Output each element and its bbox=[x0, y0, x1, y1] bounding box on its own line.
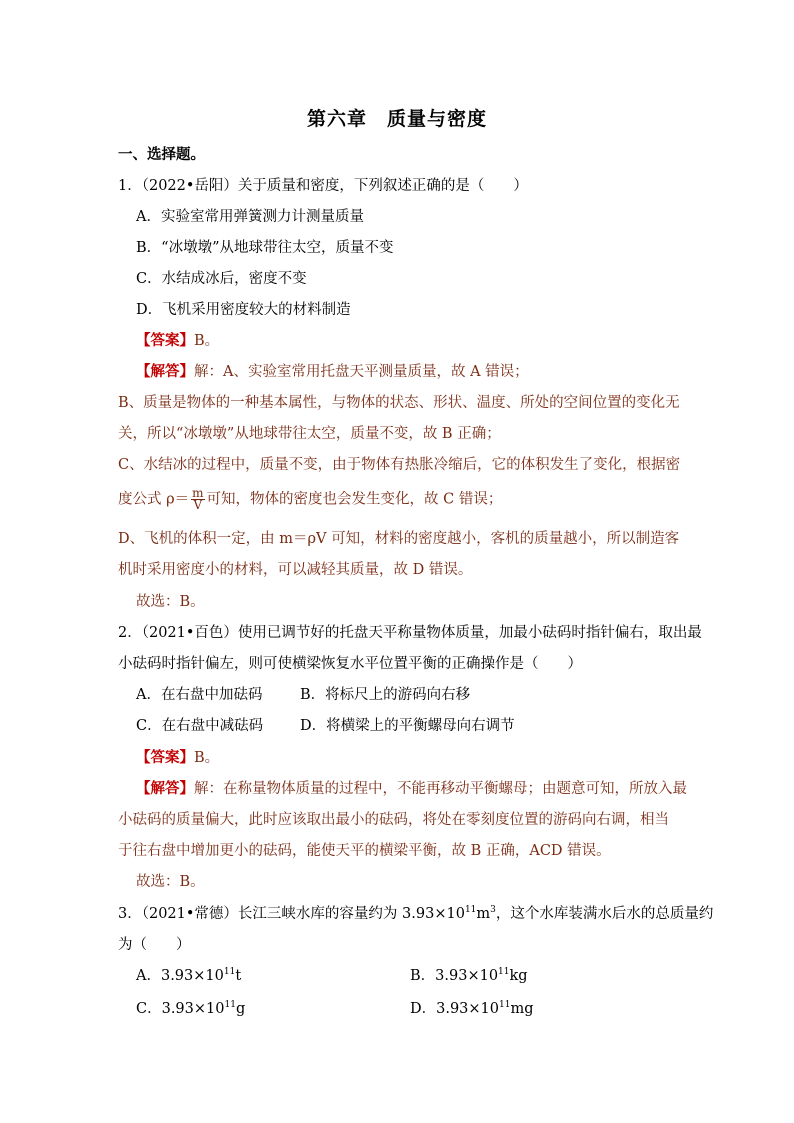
analysis-text: 解：A、实验室常用托盘天平测量质量，故 A 错误； bbox=[194, 364, 529, 380]
exponent: 3 bbox=[490, 905, 496, 916]
formula-prefix: 度公式 ρ＝ bbox=[118, 491, 190, 508]
unit: m bbox=[476, 906, 491, 922]
q1-analysis-line-4: C、水结冰的过程中，质量不变，由于物体有热胀冷缩后，它的体积发生了变化，根据密 bbox=[118, 457, 681, 473]
q2-analysis-line-3: 于往右盘中增加更小的砝码，能使天平的横梁平衡，故 B 正确，ACD 错误。 bbox=[118, 843, 611, 859]
option-base: C．3.93×10 bbox=[136, 1001, 225, 1017]
q2-stem-line-2: 小砝码时指针偏左，则可使横梁恢复水平位置平衡的正确操作是（ ） bbox=[118, 656, 582, 672]
unit: t bbox=[235, 968, 242, 984]
q1-analysis-line-6: 机时采用密度小的材料，可以减轻其质量，故 D 错误。 bbox=[118, 562, 473, 578]
q1-formula-line bbox=[118, 488, 502, 511]
q1-option-d: D．飞机采用密度较大的材料制造 bbox=[136, 302, 351, 318]
answer-tag: 【答案】 bbox=[136, 749, 194, 766]
q3-option-b bbox=[410, 966, 528, 986]
analysis-text: 解：在称量物体质量的过程中，不能再移动平衡螺母；由题意可知，所放入最 bbox=[194, 781, 687, 797]
q3-option-a bbox=[136, 966, 241, 986]
chapter-title: 第六章 质量与密度 bbox=[306, 108, 487, 130]
q2-analysis-line-1 bbox=[136, 779, 687, 799]
q1-option-a: A．实验室常用弹簧测力计测量质量 bbox=[136, 209, 364, 225]
answer-value: B。 bbox=[194, 750, 220, 766]
q1-analysis-line-1 bbox=[136, 362, 529, 382]
q1-answer bbox=[136, 331, 219, 351]
answer-tag: 【答案】 bbox=[136, 332, 194, 349]
q1-conclusion: 故选：B。 bbox=[136, 594, 205, 610]
q2-conclusion: 故选：B。 bbox=[136, 874, 205, 890]
fraction-denominator: V bbox=[193, 498, 203, 512]
analysis-tag: 【解答】 bbox=[136, 780, 194, 797]
exponent: 11 bbox=[224, 1000, 236, 1011]
answer-value: B。 bbox=[194, 333, 220, 349]
q1-stem: 1．（2022•岳阳）关于质量和密度，下列叙述正确的是（ ） bbox=[118, 178, 528, 194]
q2-analysis-line-2: 小砝码的质量偏大，此时应该取出最小的砝码，将处在零刻度位置的游码向右调，相当 bbox=[118, 812, 669, 828]
option-base: A．3.93×10 bbox=[136, 968, 224, 984]
unit: kg bbox=[509, 968, 528, 984]
exponent: 11 bbox=[464, 905, 477, 916]
unit: mg bbox=[510, 1001, 534, 1017]
analysis-tag: 【解答】 bbox=[136, 363, 194, 380]
q3-stem-part: ，这个水库装满水后水的总质量约 bbox=[495, 906, 714, 922]
exponent: 11 bbox=[223, 967, 236, 978]
formula-suffix: 可知，物体的密度也会发生变化，故 C 错误； bbox=[206, 491, 503, 508]
q1-analysis-line-5: D、飞机的体积一定，由 m＝ρV 可知，材料的密度越小，客机的质量越小，所以制造客 bbox=[118, 531, 680, 547]
unit: g bbox=[235, 1001, 246, 1017]
exponent: 11 bbox=[499, 1000, 511, 1011]
option-base: D．3.93×10 bbox=[410, 1001, 500, 1017]
q3-stem-line-2: 为（ ） bbox=[118, 937, 191, 953]
option-base: B．3.93×10 bbox=[410, 968, 499, 984]
q1-option-c: C．水结成冰后，密度不变 bbox=[136, 271, 307, 287]
q2-option-d: D．将横梁上的平衡螺母向右调节 bbox=[300, 718, 515, 734]
exponent: 11 bbox=[498, 967, 510, 978]
q2-stem-line-1: 2．（2021•百色）使用已调节好的托盘天平称量物体质量，加最小砝码时指针偏右，取出最 bbox=[118, 625, 702, 641]
section-heading: 一、选择题。 bbox=[118, 146, 205, 163]
q3-option-d bbox=[410, 999, 534, 1019]
q1-option-b: B．“冰墩墩”从地球带往太空，质量不变 bbox=[136, 240, 394, 256]
q2-option-c: C．在右盘中减砝码 bbox=[136, 718, 264, 734]
q1-analysis-line-2: B、质量是物体的一种基本属性，与物体的状态、形状、温度、所处的空间位置的变化无 bbox=[118, 395, 680, 411]
density-fraction bbox=[191, 488, 204, 511]
q3-option-c bbox=[136, 999, 245, 1019]
q2-answer bbox=[136, 748, 219, 768]
q1-analysis-line-3: 关，所以“冰墩墩”从地球带往太空，质量不变，故 B 正确； bbox=[118, 426, 501, 442]
q2-option-a: A．在右盘中加砝码 bbox=[136, 687, 263, 703]
q2-option-b: B．将标尺上的游码向右移 bbox=[300, 687, 471, 703]
q3-stem-line-1 bbox=[118, 904, 713, 924]
fraction-numerator: m bbox=[192, 486, 204, 500]
q3-stem-part: 3．（2021•常德）长江三峡水库的容量约为 3.93×10 bbox=[118, 906, 465, 922]
